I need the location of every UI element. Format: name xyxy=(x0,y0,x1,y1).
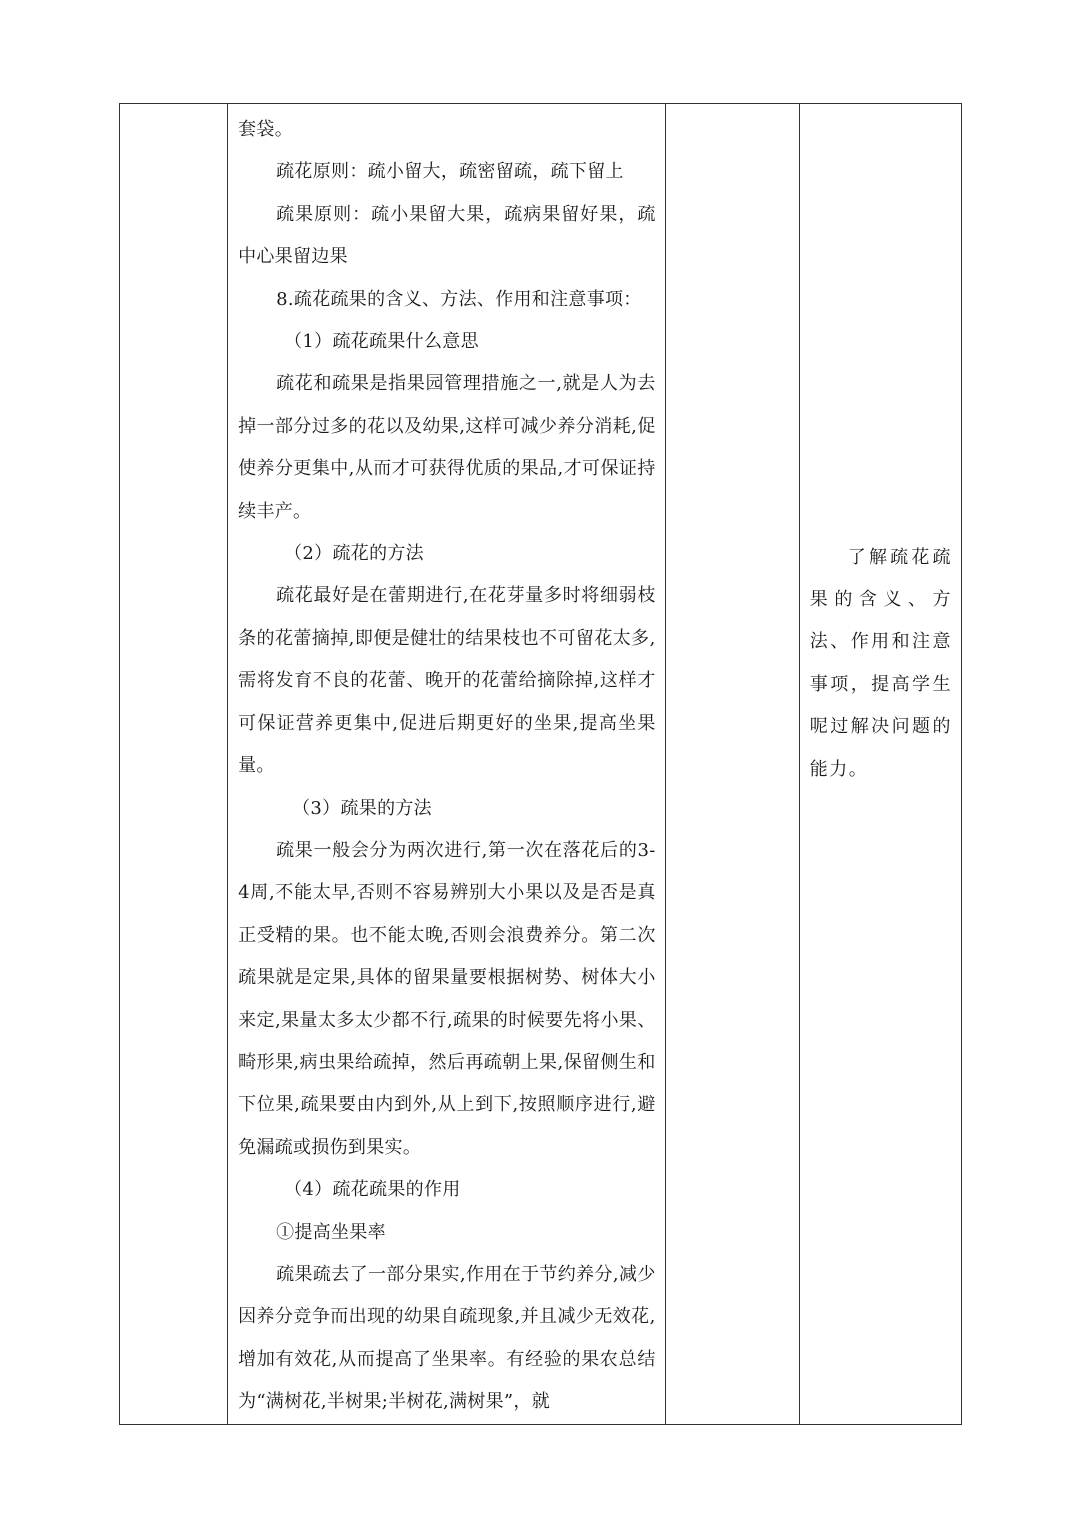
content-paragraph: 疏花最好是在蕾期进行,在花芽量多时将细弱枝条的花蕾摘掉,即便是健壮的结果枝也不可留花太多,需将发育不良的花蕾、晚开的花蕾给摘除掉,这样才可保证营养更集中,促进后期更好的坐果,提高坐果量。 xyxy=(238,585,656,777)
lesson-plan-table xyxy=(119,103,962,1425)
content-paragraph: 疏果一般会分为两次进行,第一次在落花后的3-4周,不能太早,否则不容易辨别大小果以及是否是真正受精的果。也不能太晚,否则会浪费养分。第二次疏果就是定果,具体的留果量要根据树势、树体大小来定,果量太多太少都不行,疏果的时候要先将小果、畸形果,病虫果给疏掉，然后再疏朝上果,保留侧生和下位果,疏果要由内到外,从上到下,按照顺序进行,避免漏疏或损伤到果实。 xyxy=(238,839,656,1158)
content-paragraph: 疏果疏去了一部分果实,作用在于节约养分,减少因养分竞争而出现的幼果自疏现象,并且减少无效花,增加有效花,从而提高了坐果率。有经验的果农总结为“满树花,半树果;半树花,满树果”，就 xyxy=(238,1263,656,1413)
content-paragraph: ①提高坐果率 xyxy=(276,1221,386,1243)
content-paragraph: 疏花原则：疏小留大，疏密留疏，疏下留上 xyxy=(276,161,624,183)
objective-text: 了解疏花疏果的含义、方法、作用和注意事项，提高学生呢过解决问题的能力。 xyxy=(809,546,952,780)
stage-cell xyxy=(120,104,228,1425)
subsection-heading: （1）疏花疏果什么意思 xyxy=(284,331,479,353)
table-row xyxy=(120,104,962,1425)
subsection-heading: （3）疏果的方法 xyxy=(292,797,432,819)
subsection-heading: （2）疏花的方法 xyxy=(284,543,424,565)
section-heading: 8.疏花疏果的含义、方法、作用和注意事项： xyxy=(276,288,642,310)
teaching-content-cell xyxy=(228,104,666,1425)
content-paragraph: 套袋。 xyxy=(238,119,294,140)
content-paragraph: 疏花和疏果是指果园管理措施之一,就是人为去掉一部分过多的花以及幼果,这样可减少养分消耗,促使养分更集中,从而才可获得优质的果品,才可保证持续丰产。 xyxy=(238,373,656,522)
subsection-heading: （4）疏花疏果的作用 xyxy=(284,1179,461,1201)
content-paragraph: 疏果原则：疏小果留大果，疏病果留好果，疏中心果留边果 xyxy=(238,203,656,268)
activity-cell xyxy=(665,104,799,1425)
objective-cell xyxy=(799,104,961,1425)
